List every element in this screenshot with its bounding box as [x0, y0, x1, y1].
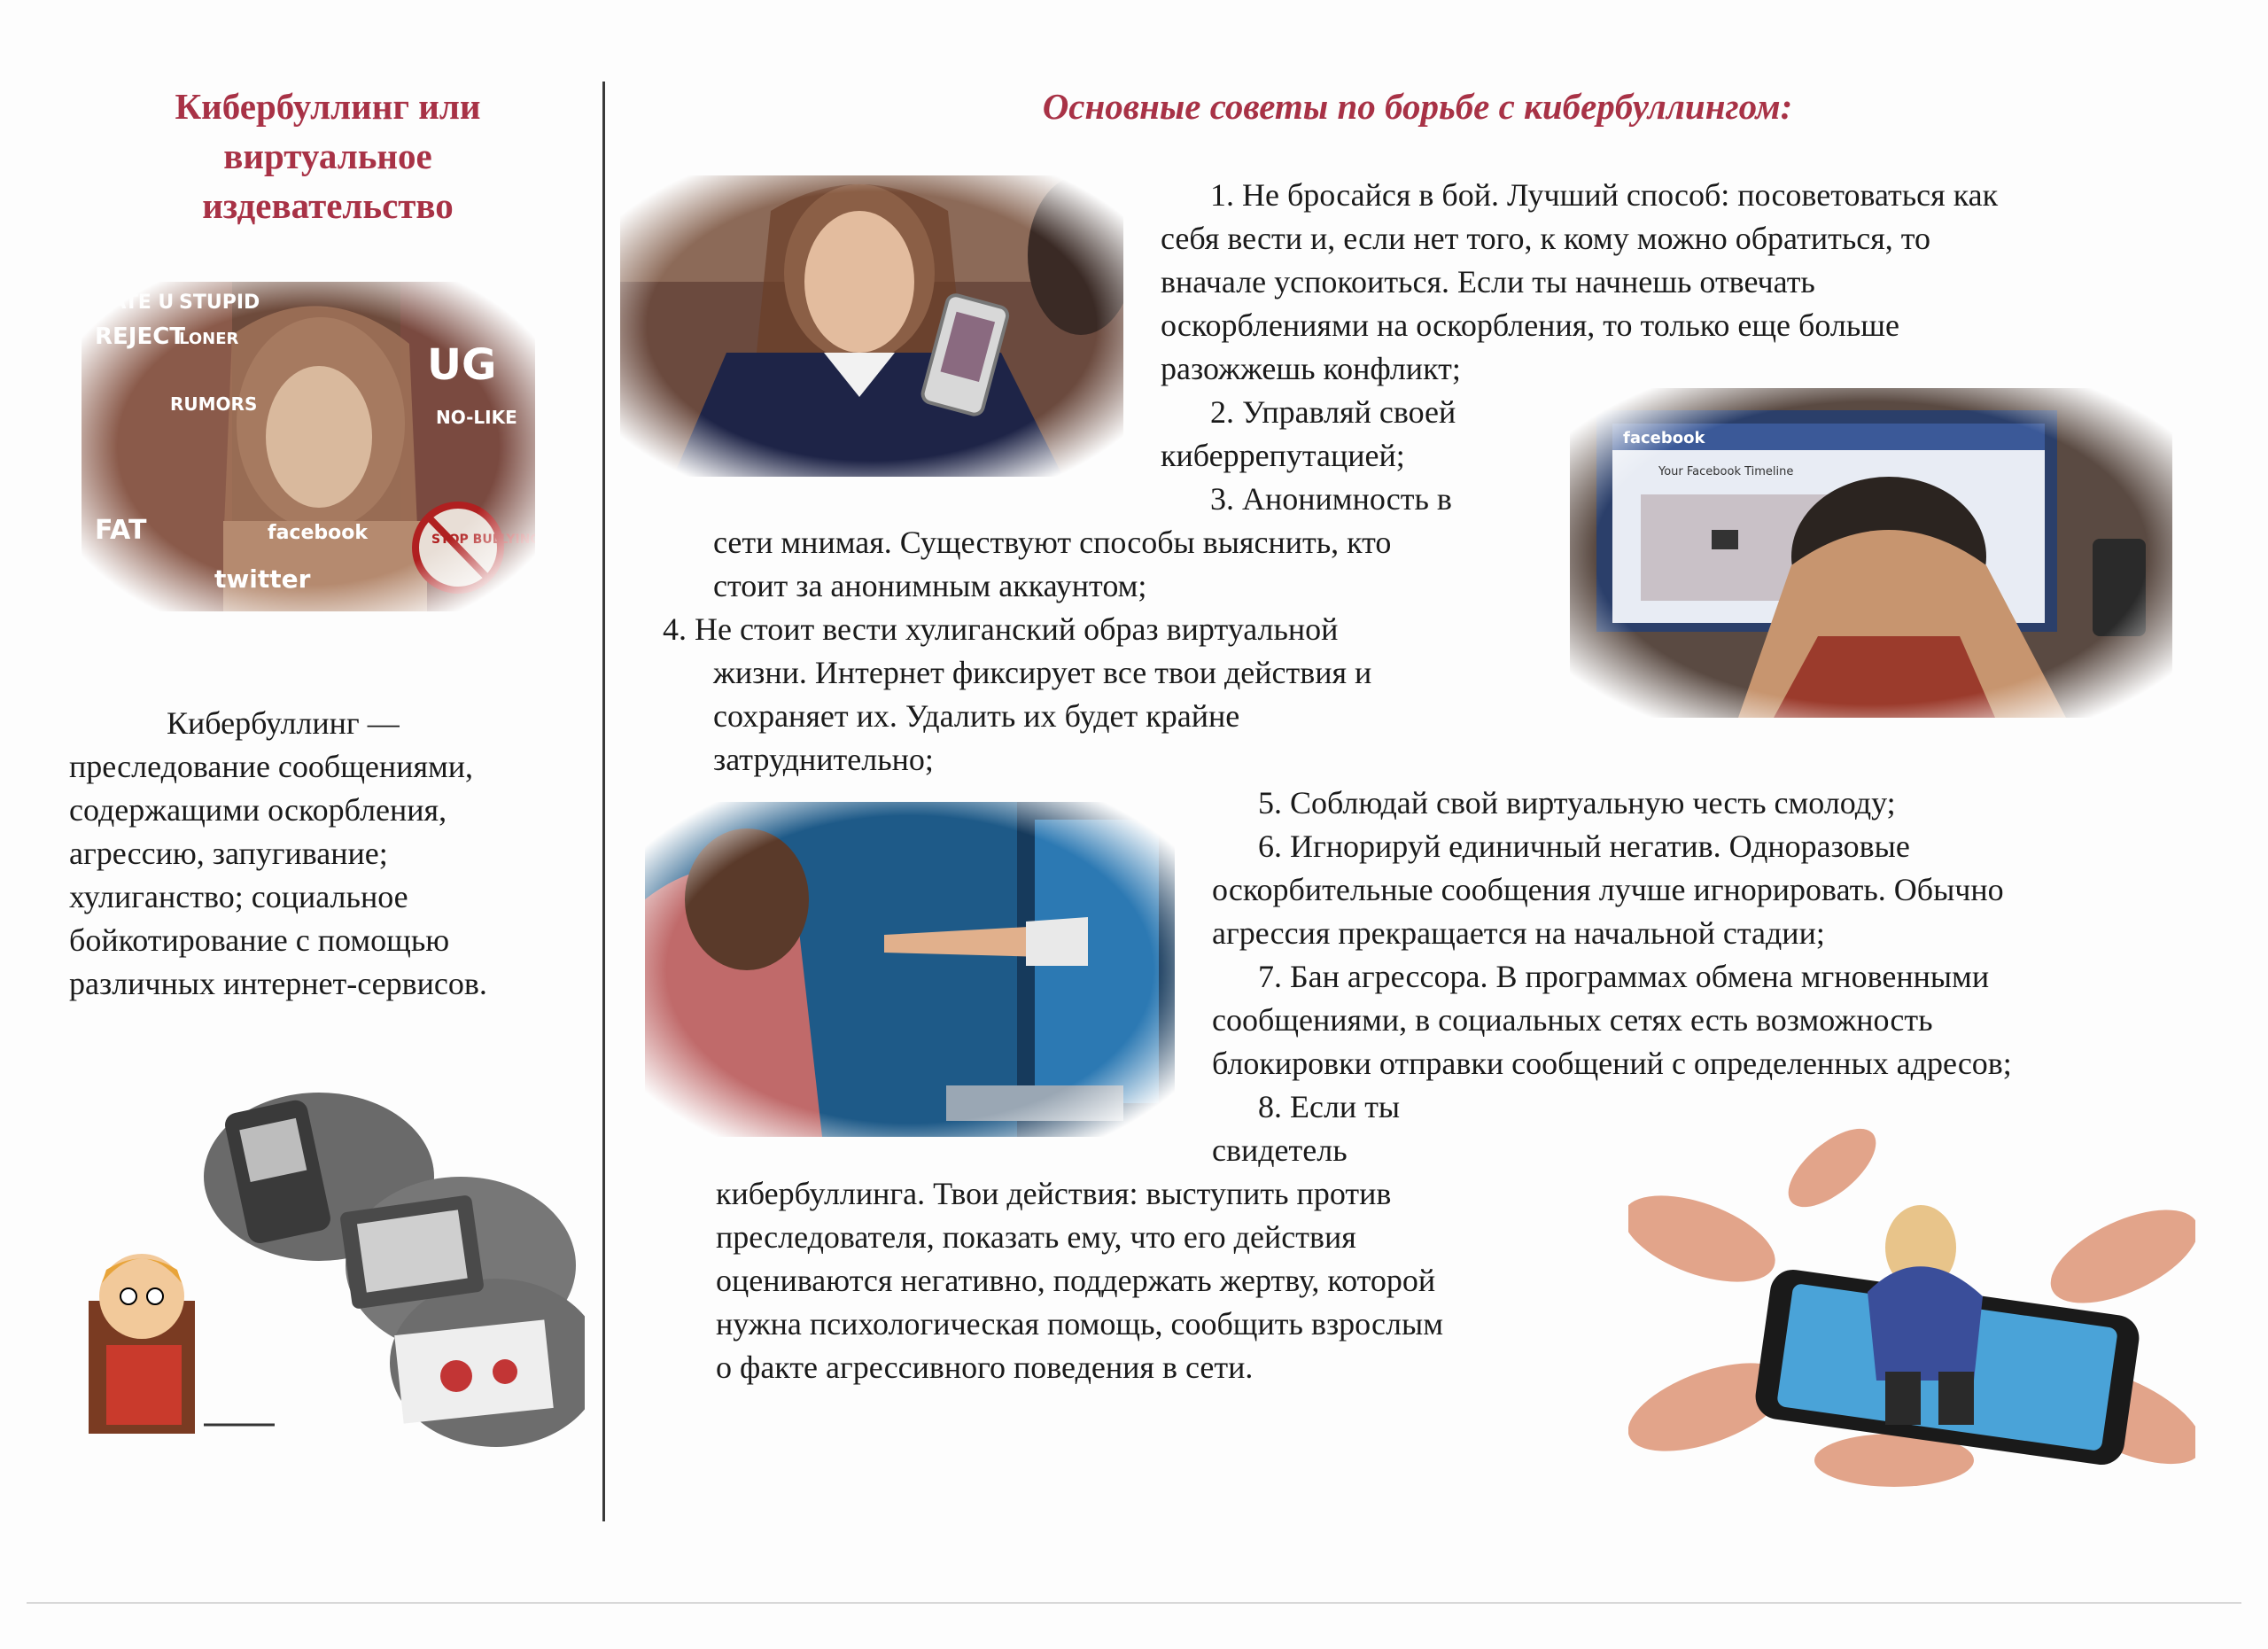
tip-5	[1258, 782, 1896, 825]
tip-line: 1. Не бросайся в бой. Лучший способ: посоветоваться как	[1210, 177, 1999, 213]
definition-line: Кибербуллинг —	[167, 705, 400, 741]
tip-line: стоит за анонимным аккаунтом;	[713, 568, 1147, 603]
left-title	[62, 82, 594, 230]
tip-line: блокировки отправки сообщений с определенных адресов;	[1212, 1046, 2012, 1081]
definition-line: различных интернет-сервисов.	[69, 966, 487, 1001]
tip-line: 7. Бан агрессора. В программах обмена мгновенными	[1258, 959, 1990, 994]
tip-line: нужна психологическая помощь, сообщить взрослым	[716, 1306, 1443, 1342]
tip-line: киберрепутацией;	[1161, 438, 1405, 473]
left-title-line: издевательство	[202, 185, 454, 226]
tip-8	[1212, 1085, 1400, 1172]
cyberbullying-definition	[69, 702, 583, 1006]
tip-line: себя вести и, если нет того, к кому можно обратиться, то	[1161, 221, 1931, 256]
pointing-screen-photo	[645, 802, 1175, 1137]
tip-line: агрессия прекращается на начальной стадии;	[1212, 915, 1825, 951]
tip-3	[713, 478, 1452, 608]
tip-line: 8. Если ты	[1258, 1089, 1401, 1124]
facebook-stress-photo	[1570, 388, 2172, 718]
definition-line: агрессию, запугивание;	[69, 836, 388, 871]
left-title-line: Кибербуллинг или	[175, 86, 481, 127]
left-title-line: виртуальное	[223, 136, 432, 176]
definition-line: преследование сообщениями,	[69, 749, 474, 784]
column-divider	[602, 82, 605, 1521]
cyberbullying-poster-photo	[82, 282, 535, 611]
tip-line: кибербуллинга. Твои действия: выступить против	[716, 1176, 1392, 1211]
tip-line: 5. Соблюдай свой виртуальную честь смолоду;	[1258, 785, 1896, 821]
tip-line: 6. Игнорируй единичный негатив. Одноразовые	[1258, 828, 1910, 864]
tip-line: 2. Управляй своей	[1210, 394, 1456, 430]
tip-line: 4. Не стоит вести хулиганский образ виртуальной	[663, 611, 1339, 647]
girl-with-phone-photo	[620, 175, 1123, 477]
tip-4	[663, 608, 1371, 782]
definition-line: содержащими оскорбления,	[69, 792, 447, 828]
right-title: Основные советы по борьбе с кибербуллингом:	[1042, 86, 1793, 127]
tip-7	[1212, 955, 2012, 1085]
tip-line: 3. Анонимность в	[1210, 481, 1452, 517]
tip-line: преследователя, показать ему, что его действия	[716, 1219, 1356, 1255]
tip-line: свидетель	[1212, 1132, 1348, 1168]
tip-line: оскорбительные сообщения лучше игнорировать. Обычно	[1212, 872, 2004, 907]
cartoon-illustration	[80, 1079, 585, 1451]
tip-line: оскорблениями на оскорбления, то только еще больше	[1161, 307, 1899, 343]
tip-line: о факте агрессивного поведения в сети.	[716, 1350, 1254, 1385]
definition-line: бойкотирование с помощью	[69, 922, 450, 958]
tip-line: вначале успокоиться. Если ты начнешь отвечать	[1161, 264, 1815, 299]
tip-line: разожжешь конфликт;	[1161, 351, 1461, 386]
tip-6	[1212, 825, 2004, 955]
tip-1	[1161, 174, 1998, 391]
tip-line: затруднительно;	[713, 742, 934, 777]
tip-line: жизни. Интернет фиксирует все твои действия и	[713, 655, 1372, 690]
tip-line: сообщениями, в социальных сетях есть возможность	[1212, 1002, 1933, 1038]
tip-line: сохраняет их. Удалить их будет крайне	[713, 698, 1240, 734]
hands-reaching-phone-photo	[1628, 1115, 2195, 1487]
tip-2	[1161, 391, 1456, 478]
definition-line: хулиганство; социальное	[69, 879, 408, 914]
tip-line: сети мнимая. Существуют способы выяснить, кто	[713, 525, 1392, 560]
tip-line: оцениваются негативно, поддержать жертву, которой	[716, 1263, 1436, 1298]
tip-8-continued	[716, 1172, 1443, 1389]
bottom-rule	[27, 1602, 2241, 1604]
